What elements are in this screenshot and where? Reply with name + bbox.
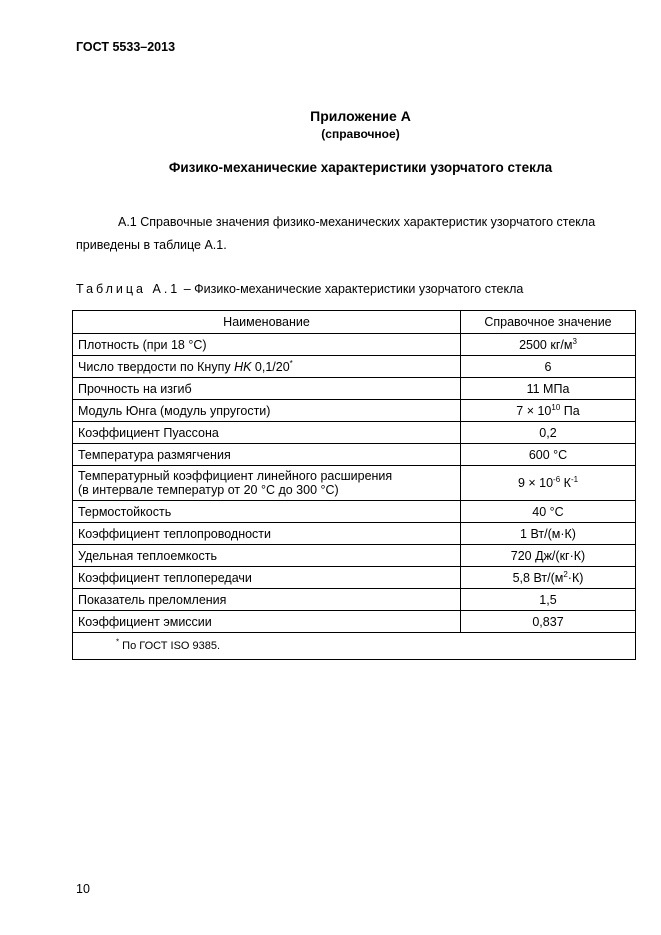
row-value: 0,837 xyxy=(461,611,636,633)
table-caption xyxy=(76,282,523,296)
intro-paragraph: А.1 Справочные значения физико-механических характеристик узорчатого стекла приведены в таблице А.1. xyxy=(76,215,596,252)
row-value: 1 Вт/(м·К) xyxy=(461,523,636,545)
row-value: 720 Дж/(кг·К) xyxy=(461,545,636,567)
table-row xyxy=(73,545,636,567)
row-name: Прочность на изгиб xyxy=(73,378,461,400)
table-footnote-row xyxy=(73,633,636,660)
table-caption-text: Физико-механические характеристики узорчатого стекла xyxy=(194,282,524,296)
table-footnote: * По ГОСТ ISO 9385. xyxy=(73,633,636,660)
table-caption-label: Таблица А.1 xyxy=(76,282,181,296)
row-value: 600 °С xyxy=(461,444,636,466)
table-row xyxy=(73,400,636,422)
page-number: 10 xyxy=(76,882,90,896)
row-value: 6 xyxy=(461,356,636,378)
table-caption-dash: – xyxy=(180,282,195,296)
row-name: Коэффициент Пуассона xyxy=(73,422,461,444)
table-row xyxy=(73,334,636,356)
row-name: Коэффициент теплопередачи xyxy=(73,567,461,589)
row-name: Удельная теплоемкость xyxy=(73,545,461,567)
table-row xyxy=(73,422,636,444)
table-header-row xyxy=(73,311,636,334)
column-header-name: Наименование xyxy=(73,311,461,334)
row-name: Коэффициент теплопроводности xyxy=(73,523,461,545)
row-name: Коэффициент эмиссии xyxy=(73,611,461,633)
row-value: $9 \times 10^{-6}$ $К^{-1}$ xyxy=(461,466,636,501)
row-name: Модуль Юнга (модуль упругости) xyxy=(73,400,461,422)
table-row xyxy=(73,466,636,501)
row-value: 5,8 $Вт/(м^2\cdot К)$ xyxy=(461,567,636,589)
properties-table xyxy=(72,310,636,660)
appendix-heading: Физико-механические характеристики узорчатого стекла xyxy=(168,160,553,175)
table-row xyxy=(73,444,636,466)
table-row xyxy=(73,589,636,611)
table-row xyxy=(73,611,636,633)
row-value: 40 °С xyxy=(461,501,636,523)
row-name: Число твердости по Кнупу HK 0,1/20* xyxy=(73,356,461,378)
appendix-subtitle: (справочное) xyxy=(321,127,400,141)
footnote-reference: * xyxy=(289,358,293,368)
row-name: Плотность (при 18 °С) xyxy=(73,334,461,356)
table-row xyxy=(73,567,636,589)
column-header-value: Справочное значение xyxy=(461,311,636,334)
table-row xyxy=(73,378,636,400)
row-value: $7 \times 10^{10}$ Па xyxy=(461,400,636,422)
row-value: 2500 $кг/м^3$ xyxy=(461,334,636,356)
row-name: Термостойкость xyxy=(73,501,461,523)
appendix-title: Приложение А xyxy=(310,108,411,124)
row-name: Показатель преломления xyxy=(73,589,461,611)
row-value: 11 МПа xyxy=(461,378,636,400)
row-value: 1,5 xyxy=(461,589,636,611)
table-row xyxy=(73,356,636,378)
row-value: 0,2 xyxy=(461,422,636,444)
row-name: Температура размягчения xyxy=(73,444,461,466)
document-header: ГОСТ 5533–2013 xyxy=(76,40,176,54)
table-row xyxy=(73,523,636,545)
row-name: Температурный коэффициент линейного расширения (в интервале температур от 20 °С до 300 °С) xyxy=(73,466,461,501)
table-row xyxy=(73,501,636,523)
